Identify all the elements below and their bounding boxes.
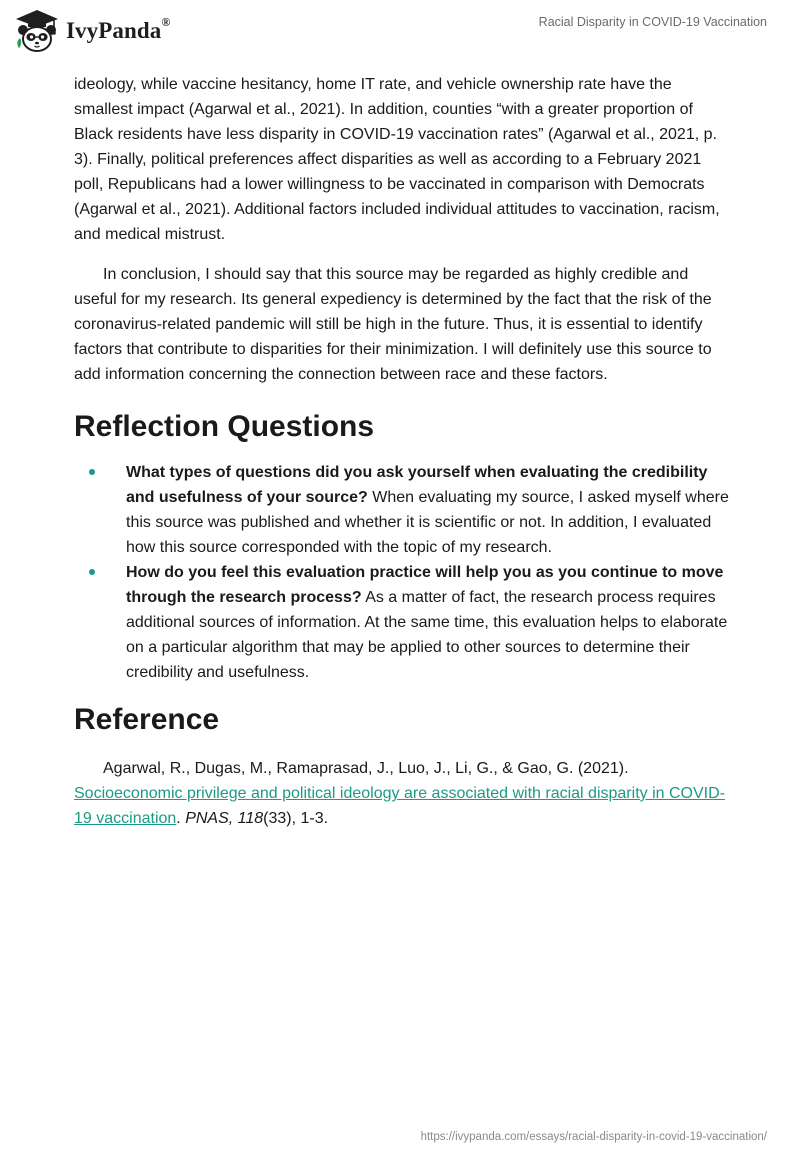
footer-url: https://ivypanda.com/essays/racial-disparity-in-covid-19-vaccination/ [420,1131,767,1143]
body-paragraph-conclusion: In conclusion, I should say that this source may be regarded as highly credible and useful for my research. Its general expediency is determined by the fact that the risk of the coronavirus-related pandemic will still be high in the future. Thus, it is essential to identify factors that contribute to disparities for their minimization. I will definitely use this source to add information concerning the connection between race and these factors. [74,266,712,383]
reference-separator: . [176,810,186,827]
bullet-dot-icon [89,469,95,475]
brand-name: IvyPanda® [66,15,171,43]
essay-content [74,72,734,831]
reference-authors: Agarwal, R., Dugas, M., Ramaprasad, J., Luo, J., Li, G., & Gao, G. (2021). [103,760,629,777]
reference-journal: PNAS, 118 [185,810,264,827]
reflection-answer: When evaluating my source, I asked myself where this source was published and whether it is scientific or not. In addition, I evaluated how this source corresponded with the topic of my research. [126,489,729,556]
reflection-question: What types of questions did you ask yourself when evaluating the credibility and usefulness of your source? [126,464,708,506]
ivypanda-logo[interactable] [14,8,170,54]
bullet-dot-icon [89,569,95,575]
reference-heading: Reference [74,703,220,736]
reference-article-link[interactable]: Socioeconomic privilege and political ideology are associated with racial disparity in COVID-19 vaccination [74,785,725,827]
reflection-list [74,460,734,685]
reflection-heading: Reflection Questions [74,410,375,443]
reflection-question: How do you feel this evaluation practice will help you as you continue to move through the research process? [126,564,724,606]
reference-issue-pages: (33), 1-3. [263,810,329,827]
panda-graduation-icon [14,8,60,54]
reference-entry [74,756,734,831]
page-header [0,0,800,64]
reflection-answer: As a matter of fact, the research process requires additional sources of information. At the same time, this evaluation helps to elaborate on a particular algorithm that may be applied to other sources to determine their credibility and usefulness. [126,589,728,681]
document-title: Racial Disparity in COVID-19 Vaccination [538,15,767,29]
registered-mark: ® [161,15,171,30]
list-item [74,460,734,560]
body-paragraph-continued: ideology, while vaccine hesitancy, home IT rate, and vehicle ownership rate have the smallest impact (Agarwal et al., 2021). In addition, counties “with a greater proportion of Black residents have less disparity in COVID-19 vaccination rates” (Agarwal et al., 2021, p. 3). Finally, political preferences affect disparities as well as according to a February 2021 poll, Republicans had a lower willingness to be vaccinated in comparison with Democrats (Agarwal et al., 2021). Additional factors included individual attitudes to vaccination, racism, and medical mistrust. [74,76,720,243]
list-item [74,560,734,685]
